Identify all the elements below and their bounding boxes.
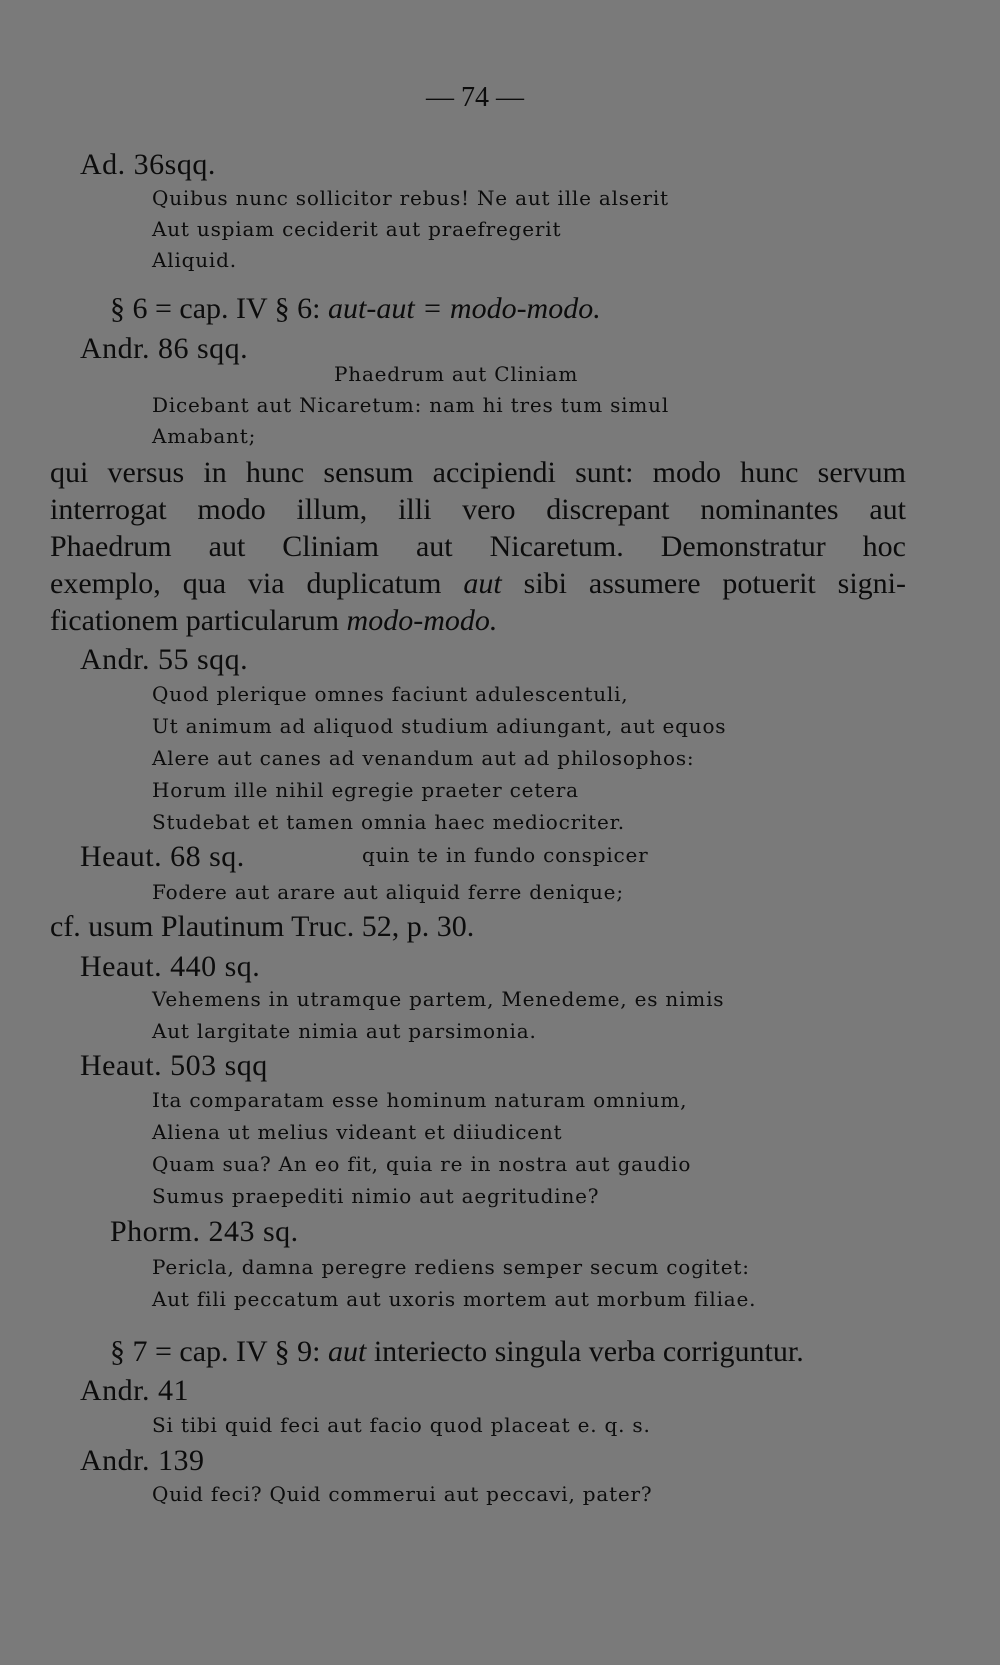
reference-heaut-440: Heaut. 440 sq. <box>80 950 261 983</box>
section-heading-text: § 6 = cap. IV § 6: <box>110 292 328 325</box>
reference-andr-139: Andr. 139 <box>80 1444 205 1477</box>
prose-line: interrogat modo illum, illi vero discrepant nominantes aut <box>50 493 906 526</box>
verse-line: Ita comparatam esse hominum naturam omnium, <box>152 1088 688 1112</box>
prose-line <box>50 569 906 599</box>
reference-andr-41: Andr. 41 <box>80 1374 189 1407</box>
verse-line: Quibus nunc sollicitor rebus! Ne aut ille alserit <box>152 186 669 210</box>
verse-line: Alere aut canes ad venandum aut ad philosophos: <box>152 746 695 770</box>
reference-andr-86: Andr. 86 sqq. <box>80 332 249 365</box>
page-number: — 74 — <box>426 82 524 113</box>
verse-line: Vehemens in utramque partem, Menedeme, es nimis <box>152 987 725 1011</box>
prose-line: cf. usum Plautinum Truc. 52, p. 30. <box>50 910 475 943</box>
verse-line: Sumus praepediti nimio aut aegritudine? <box>152 1184 600 1208</box>
verse-line: Ut animum ad aliquod studium adiungant, aut equos <box>152 714 727 738</box>
verse-line: Studebat et tamen omnia haec mediocriter. <box>152 810 625 834</box>
section-heading-6 <box>110 294 601 324</box>
verse-line: Si tibi quid feci aut facio quod placeat e. q. s. <box>152 1413 651 1437</box>
verse-line: Quam sua? An eo fit, quia re in nostra aut gaudio <box>152 1152 692 1176</box>
reference-heaut-68: Heaut. 68 sq. <box>80 840 245 873</box>
reference-andr-55: Andr. 55 sqq. <box>80 643 249 676</box>
prose-line: qui versus in hunc sensum accipiendi sunt: modo hunc servum <box>50 456 906 489</box>
verse-line: Quod plerique omnes faciunt adulescentuli, <box>152 682 629 706</box>
reference-ad-36: Ad. 36sqq. <box>80 148 216 181</box>
reference-heaut-503: Heaut. 503 sqq <box>80 1049 268 1082</box>
verse-line: Aliquid. <box>152 248 237 272</box>
section-heading-italic: aut <box>328 1335 367 1368</box>
verse-line: Aut uspiam ceciderit aut praefregerit <box>152 217 562 241</box>
section-heading-7 <box>110 1337 804 1367</box>
verse-line: Aliena ut melius videant et diiudicent <box>152 1120 563 1144</box>
prose-italic: aut <box>463 567 502 600</box>
prose-line: Phaedrum aut Cliniam aut Nicaretum. Demonstratur hoc <box>50 530 906 563</box>
verse-line: Quid feci? Quid commerui aut peccavi, pater? <box>152 1482 653 1506</box>
verse-line: Dicebant aut Nicaretum: nam hi tres tum simul <box>152 393 670 417</box>
verse-line: Amabant; <box>152 424 257 448</box>
verse-line: Horum ille nihil egregie praeter cetera <box>152 778 579 802</box>
prose-text: ficationem particularum <box>50 604 347 637</box>
section-heading-text: interiecto singula verba corriguntur. <box>366 1335 804 1368</box>
verse-line: quin te in fundo conspicer <box>362 843 649 867</box>
prose-text: exemplo, qua via duplicatum <box>50 567 464 600</box>
verse-line: Aut fili peccatum aut uxoris mortem aut morbum filiae. <box>152 1287 757 1311</box>
prose-italic: modo-modo. <box>346 604 498 637</box>
prose-line <box>50 606 906 636</box>
reference-phorm-243: Phorm. 243 sq. <box>110 1215 299 1248</box>
verse-line: Aut largitate nimia aut parsimonia. <box>152 1019 537 1043</box>
prose-text: sibi assumere potuerit signi- <box>501 567 906 600</box>
section-heading-text: § 7 = cap. IV § 9: <box>110 1335 328 1368</box>
verse-line: Fodere aut arare aut aliquid ferre denique; <box>152 880 624 904</box>
verse-line: Pericla, damna peregre rediens semper secum cogitet: <box>152 1255 750 1279</box>
verse-line: Phaedrum aut Cliniam <box>334 362 579 386</box>
section-heading-italic: aut-aut = modo-modo. <box>328 292 601 325</box>
